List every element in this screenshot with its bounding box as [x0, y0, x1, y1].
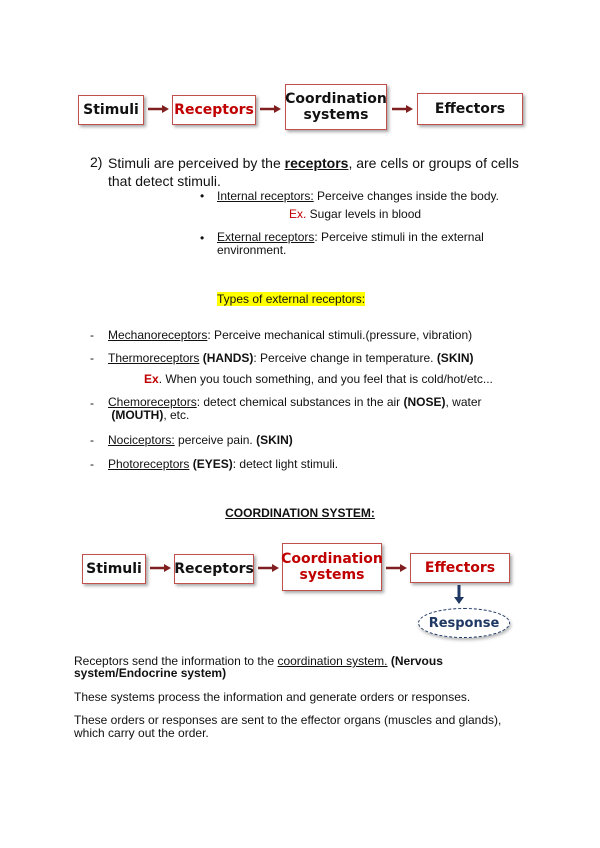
dash-bullet: -: [90, 457, 94, 471]
effectors-box: [410, 553, 510, 583]
mechanoreceptors-label: Mechanoreceptors: [108, 328, 208, 342]
dash-bullet: -: [90, 351, 94, 365]
thermoreceptors-item: [108, 351, 473, 365]
chemoreceptors-text2: , water: [445, 395, 482, 409]
paragraph-receptors-bold: (Nervous system/Endocrine system): [74, 654, 443, 680]
dash-bullet: -: [90, 433, 94, 447]
response-label: Response: [428, 615, 500, 631]
coordination-label-2: systems: [299, 567, 365, 583]
coordination-heading-text: COORDINATION SYSTEM:: [225, 506, 375, 520]
stimuli-box: [82, 554, 146, 584]
thermoreceptors-example: [144, 372, 493, 386]
effectors-box: [417, 93, 523, 125]
example-text: Sugar levels in blood: [306, 207, 422, 221]
arrow-icon: [150, 562, 172, 574]
thermo-example-label: Ex: [144, 372, 159, 386]
coordination-label-1: Coordination: [285, 90, 387, 107]
photoreceptors-text: : detect light stimuli.: [232, 457, 339, 471]
point-2-text: [108, 154, 528, 190]
receptors-label: Receptors: [174, 101, 254, 118]
mechanoreceptors-item: [108, 328, 472, 342]
coordination-box: [282, 543, 382, 591]
external-receptors-label: External receptors: [217, 230, 315, 244]
receptors-label: Receptors: [174, 560, 254, 577]
paragraph-systems: These systems process the information and generate orders or responses.: [74, 690, 471, 704]
photoreceptors-item: [108, 457, 338, 471]
thermo-example-text: . When you touch something, and you feel that is cold/hot/etc...: [158, 372, 493, 386]
external-receptors-line2: environment.: [217, 243, 287, 257]
arrow-down-icon: [452, 585, 466, 605]
dash-bullet: -: [90, 328, 94, 342]
internal-receptors-item: [217, 189, 499, 203]
response-ellipse: [418, 608, 510, 638]
arrow-icon: [258, 562, 280, 574]
chemoreceptors-mouth: (MOUTH): [111, 408, 164, 422]
thermoreceptors-text: : Perceive change in temperature.: [253, 351, 437, 365]
photoreceptors-label: Photoreceptors: [108, 457, 190, 471]
stimuli-label: Stimuli: [86, 560, 142, 577]
receptors-box: [174, 554, 254, 584]
thermoreceptors-skin: (SKIN): [436, 351, 474, 365]
arrow-icon: [148, 103, 170, 115]
types-heading-text: Types of external receptors:: [217, 292, 366, 306]
chemoreceptors-text: : detect chemical substances in the air: [196, 395, 404, 409]
internal-example: [289, 207, 421, 221]
coordination-label-1: Coordination: [281, 550, 383, 567]
arrow-icon: [386, 562, 408, 574]
chemoreceptors-nose: (NOSE): [403, 395, 446, 409]
arrow-icon: [260, 103, 282, 115]
bullet-icon: •: [200, 231, 205, 245]
photoreceptors-eyes: (EYES): [189, 457, 233, 471]
stimuli-box: [78, 95, 144, 125]
nociceptors-text: perceive pain.: [174, 433, 257, 447]
dash-bullet: -: [90, 396, 94, 410]
point-2-number: 2): [90, 154, 103, 170]
coordination-label-2: systems: [303, 107, 369, 123]
thermoreceptors-hands: (HANDS): [199, 351, 254, 365]
coordination-heading: [0, 506, 600, 520]
chemoreceptors-text3: , etc.: [163, 408, 190, 422]
point-2-text-before: Stimuli are perceived by the: [108, 155, 285, 171]
nociceptors-label: Nociceptors:: [108, 433, 175, 447]
internal-receptors-label: Internal receptors:: [217, 189, 314, 203]
point-2-text-after: , are cells or groups of cells: [348, 155, 519, 171]
chemoreceptors-label: Chemoreceptors: [108, 395, 197, 409]
paragraph-orders: These orders or responses are sent to the effector organs (muscles and glands), which carry out the order.: [74, 713, 502, 740]
effectors-label: Effectors: [424, 559, 496, 576]
thermoreceptors-label: Thermoreceptors: [108, 351, 200, 365]
receptors-box: [172, 95, 256, 125]
coordination-box: [285, 84, 387, 130]
types-heading: [217, 292, 365, 306]
paragraph-receptors-text: Receptors send the information to the: [74, 654, 278, 668]
chemoreceptors-item: [108, 396, 482, 422]
internal-receptors-text: Perceive changes inside the body.: [313, 189, 499, 203]
paragraph-receptors: [74, 655, 494, 679]
mechanoreceptors-text: : Perceive mechanical stimuli.(pressure, vibration): [207, 328, 473, 342]
external-receptors-text: : Perceive stimuli in the external: [314, 230, 484, 244]
nociceptors-skin: (SKIN): [256, 433, 293, 447]
coordination-system-link: coordination system.: [277, 654, 388, 668]
nociceptors-item: [108, 433, 293, 447]
bullet-icon: •: [200, 189, 205, 203]
arrow-icon: [392, 103, 414, 115]
example-label: Ex.: [289, 207, 307, 221]
effectors-label: Effectors: [434, 100, 506, 117]
external-receptors-item: [217, 231, 484, 257]
stimuli-label: Stimuli: [83, 101, 139, 118]
point-2-line2: that detect stimuli.: [108, 173, 221, 189]
receptors-keyword: receptors: [284, 155, 349, 171]
